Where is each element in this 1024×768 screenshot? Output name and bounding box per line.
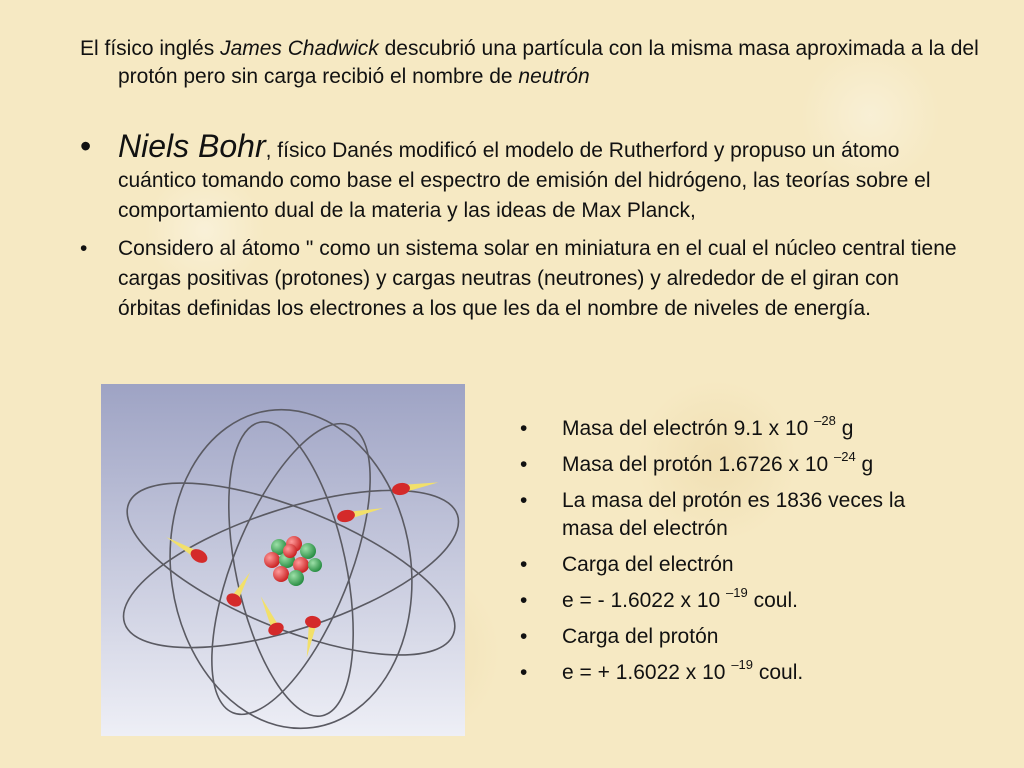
electron-mass-exp: –28 — [814, 413, 836, 428]
intro-text-before: El físico inglés — [80, 37, 221, 60]
electron-charge-exp: –19 — [726, 585, 748, 600]
fact-proton-charge — [520, 659, 920, 687]
proton-mass-label: Masa del protón 1.6726 x 10 — [562, 453, 835, 476]
neutron — [300, 543, 316, 559]
proton-charge-label-text: Carga del protón — [562, 625, 719, 648]
fact-electron-mass — [520, 415, 920, 443]
bohr-name: Niels Bohr — [118, 128, 266, 164]
bullet-dot: • — [520, 625, 528, 648]
proton-charge-value: e = + 1.6022 x 10 — [562, 661, 732, 684]
fact-electron-charge — [520, 587, 920, 615]
model-bullet — [80, 234, 960, 324]
bohr-bullet — [80, 128, 960, 226]
electron-mass-label: Masa del electrón 9.1 x 10 — [562, 417, 815, 440]
bullet-dot: • — [80, 237, 88, 260]
proton-mass-unit: g — [855, 453, 874, 476]
bullet-dot: • — [520, 661, 528, 684]
intro-paragraph — [80, 35, 998, 91]
atom-model-image — [101, 384, 465, 736]
neutron — [288, 570, 304, 586]
main-bullet-list — [80, 128, 960, 324]
bullet-dot: • — [520, 589, 528, 612]
proton — [264, 552, 280, 568]
proton-charge-unit: coul. — [753, 661, 804, 684]
bullet-dot: • — [520, 453, 528, 476]
fact-proton-mass — [520, 451, 920, 479]
proton — [283, 544, 297, 558]
intro-text-middle: descubrió una partícula con la misma masa aproximada a la del protón pero sin carga recibió el nombre de — [118, 37, 979, 88]
fact-proton-charge-label — [520, 623, 920, 651]
fact-mass-ratio — [520, 487, 920, 543]
atom-illustration — [101, 384, 465, 736]
bullet-dot: • — [520, 553, 528, 576]
bullet-dot: • — [520, 489, 528, 512]
electron-charge-label-text: Carga del electrón — [562, 553, 734, 576]
bohr-text: , físico Danés modificó el modelo de Rutherford y propuso un átomo cuántico tomando como base el espectro de emisión del hidrógeno, las teorías sobre el comportamiento dual de la materia y las ideas de Max Planck, — [118, 139, 931, 222]
electron-charge-value: e = - 1.6022 x 10 — [562, 589, 727, 612]
proton — [273, 566, 289, 582]
chadwick-name: James Chadwick — [220, 37, 379, 60]
proton-charge-exp: –19 — [731, 657, 754, 672]
bullet-dot: • — [80, 128, 92, 164]
mass-ratio-text: La masa del protón es 1836 veces la masa del electrón — [562, 489, 906, 540]
facts-list — [520, 415, 920, 695]
electron-mass-unit: g — [835, 417, 854, 440]
neutron-term: neutrón — [518, 65, 590, 88]
bullet-dot: • — [520, 417, 528, 440]
proton-mass-exp: –24 — [834, 449, 856, 464]
model-text: Considero al átomo " como un sistema solar en miniatura en el cual el núcleo central tiene cargas positivas (protones) y cargas neutras (neutrones) y alrededor de el giran con órbitas definidas los electrones a los que les da el nombre de niveles de energía. — [118, 237, 957, 320]
fact-electron-charge-label — [520, 551, 920, 579]
neutron — [308, 558, 322, 572]
electron-charge-unit: coul. — [747, 589, 798, 612]
